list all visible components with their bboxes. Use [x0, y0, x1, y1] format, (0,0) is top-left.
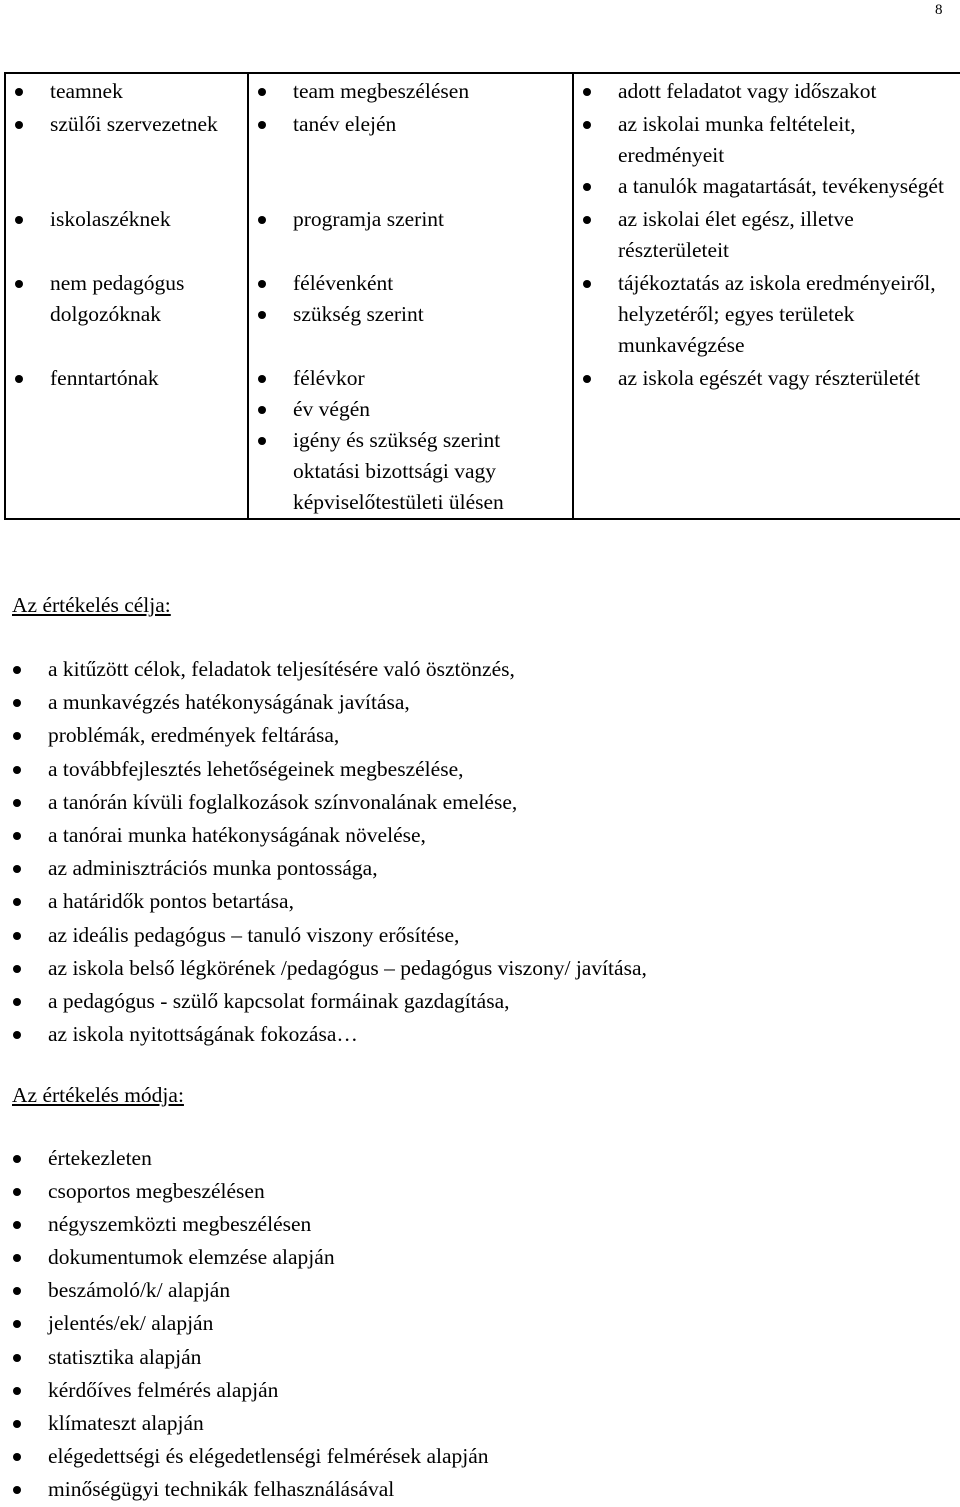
- method-item: elégedettségi és elégedetlenségi felmérések alapján: [4, 1440, 944, 1473]
- goal-item: a kitűzött célok, feladatok teljesítésére való ösztönzés,: [4, 653, 944, 686]
- method-item: dokumentumok elemzése alapján: [4, 1241, 944, 1274]
- method-item: beszámoló/k/ alapján: [4, 1274, 944, 1307]
- recipient-cell: [5, 361, 248, 519]
- cell-item: az iskolai munka feltételeit, eredményeit: [574, 109, 960, 171]
- cell-item: félévenként: [249, 268, 572, 299]
- goal-item: a munkavégzés hatékonyságának javítása,: [4, 686, 944, 719]
- method-item: statisztika alapján: [4, 1341, 944, 1374]
- cell-item: teamnek: [6, 76, 247, 107]
- cell-item: team megbeszélésen: [249, 76, 572, 107]
- goal-item: az adminisztrációs munka pontossága,: [4, 852, 944, 885]
- recipient-cell: [5, 202, 248, 266]
- method-item: értekezleten: [4, 1142, 944, 1175]
- recipient-cell: [5, 266, 248, 361]
- method-item: jelentés/ek/ alapján: [4, 1307, 944, 1340]
- goal-item: a továbbfejlesztés lehetőségeinek megbeszélése,: [4, 753, 944, 786]
- goal-item: a tanórán kívüli foglalkozások színvonalának emelése,: [4, 786, 944, 819]
- recipient-cell: [5, 73, 248, 107]
- goal-item: a pedagógus - szülő kapcsolat formáinak gazdagítása,: [4, 985, 944, 1018]
- goal-item: az iskola nyitottságának fokozása…: [4, 1018, 944, 1051]
- cell-item: fenntartónak: [6, 363, 247, 394]
- table-row: [5, 202, 960, 266]
- goal-list: [4, 653, 944, 1051]
- recipient-cell: [5, 107, 248, 202]
- cell-item: nem pedagógus dolgozóknak: [6, 268, 247, 330]
- cell-item: programja szerint: [249, 204, 572, 235]
- method-item: csoportos megbeszélésen: [4, 1175, 944, 1208]
- goal-item: problémák, eredmények feltárása,: [4, 719, 944, 752]
- method-heading: Az értékelés módja:: [12, 1083, 184, 1107]
- cell-item: tanév elején: [249, 109, 572, 140]
- topic-cell: [573, 107, 960, 202]
- method-item: kérdőíves felmérés alapján: [4, 1374, 944, 1407]
- table-row: [5, 107, 960, 202]
- occasion-cell: [248, 107, 573, 202]
- cell-item: igény és szükség szerint oktatási bizottsági vagy képviselőtestületi ülésen: [249, 425, 572, 518]
- occasion-cell: [248, 73, 573, 107]
- method-item: klímateszt alapján: [4, 1407, 944, 1440]
- cell-item: iskolaszéknek: [6, 204, 247, 235]
- page-number: 8: [935, 2, 943, 18]
- cell-item: félévkor: [249, 363, 572, 394]
- table-row: [5, 361, 960, 519]
- occasion-cell: [248, 202, 573, 266]
- table-row: [5, 266, 960, 361]
- topic-cell: [573, 266, 960, 361]
- reporting-table: [4, 72, 960, 520]
- goal-item: az iskola belső légkörének /pedagógus – pedagógus viszony/ javítása,: [4, 952, 944, 985]
- cell-item: adott feladatot vagy időszakot: [574, 76, 960, 107]
- cell-item: a tanulók magatartását, tevékenységét: [574, 171, 960, 202]
- occasion-cell: [248, 361, 573, 519]
- topic-cell: [573, 73, 960, 107]
- method-item: négyszemközti megbeszélésen: [4, 1208, 944, 1241]
- cell-item: tájékoztatás az iskola eredményeiről, helyzetéről; egyes területek munkavégzése: [574, 268, 960, 361]
- topic-cell: [573, 202, 960, 266]
- goal-item: a határidők pontos betartása,: [4, 885, 944, 918]
- method-list: [4, 1142, 944, 1506]
- occasion-cell: [248, 266, 573, 361]
- cell-item: az iskolai élet egész, illetve részterületeit: [574, 204, 960, 266]
- cell-item: szükség szerint: [249, 299, 572, 330]
- cell-item: év végén: [249, 394, 572, 425]
- goal-item: az ideális pedagógus – tanuló viszony erősítése,: [4, 919, 944, 952]
- cell-item: az iskola egészét vagy részterületét: [574, 363, 960, 394]
- topic-cell: [573, 361, 960, 519]
- cell-item: szülői szervezetnek: [6, 109, 247, 140]
- method-item: minőségügyi technikák felhasználásával: [4, 1473, 944, 1506]
- table-row: [5, 73, 960, 107]
- goal-heading: Az értékelés célja:: [12, 593, 171, 617]
- goal-item: a tanórai munka hatékonyságának növelése,: [4, 819, 944, 852]
